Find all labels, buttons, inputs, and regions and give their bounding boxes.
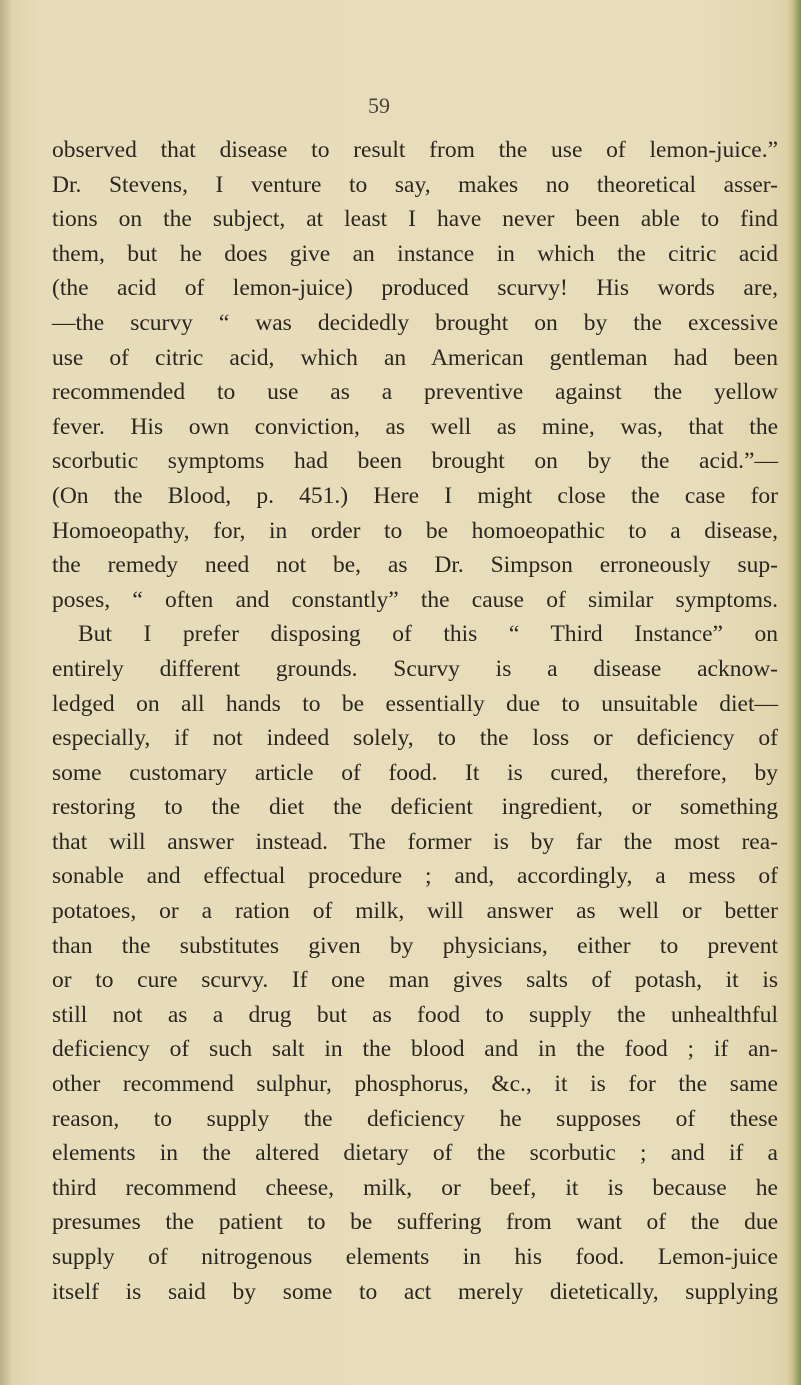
text-line: ledged on all hands to be essentially due to unsuitable diet— <box>52 690 778 717</box>
text-line: entirely different grounds. Scurvy is a disease acknow- <box>52 655 778 682</box>
text-line: supply of nitrogenous elements in his food. Lemon-juice <box>52 1244 778 1270</box>
text-line: than the substitutes given by physicians, either to prevent <box>52 932 778 959</box>
text-line: Homoeopathy, for, in order to be homoeopathic to a disease, <box>52 517 778 544</box>
text-line: the remedy need not be, as Dr. Simpson erroneously sup- <box>52 552 778 579</box>
text-line: itself is said by some to act merely dietetically, supplying <box>52 1278 778 1305</box>
text-line: (On the Blood, p. 451.) Here I might close the case for <box>52 482 778 509</box>
text-line: still not as a drug but as food to supply the unhealthful <box>52 1001 778 1028</box>
text-line: observed that disease to result from the use of lemon-juice.” <box>52 137 778 163</box>
body-text <box>52 133 778 1309</box>
text-line: some customary article of food. It is cured, therefore, by <box>52 759 778 786</box>
text-line: recommended to use as a preventive against the yellow <box>52 379 778 406</box>
text-line: elements in the altered dietary of the scorbutic ; and if a <box>52 1140 778 1167</box>
text-line: tions on the subject, at least I have never been able to find <box>52 206 778 233</box>
page-right-edge <box>787 0 801 1385</box>
text-line: poses, “ often and constantly” the cause of similar symptoms. <box>52 586 778 613</box>
text-line: sonable and effectual procedure ; and, accordingly, a mess of <box>52 863 778 890</box>
text-line: scorbutic symptoms had been brought on by the acid.”— <box>52 448 778 475</box>
text-line: potatoes, or a ration of milk, will answer as well or better <box>52 898 778 925</box>
text-line: —the scurvy “ was decidedly brought on by the excessive <box>52 309 778 336</box>
text-line: that will answer instead. The former is by far the most rea- <box>52 828 778 855</box>
text-line: restoring to the diet the deficient ingredient, or something <box>52 794 778 821</box>
page-left-edge <box>0 0 12 1385</box>
text-line: use of citric acid, which an American gentleman had been <box>52 344 778 371</box>
text-line: especially, if not indeed solely, to the loss or deficiency of <box>52 725 778 752</box>
text-line: reason, to supply the deficiency he supposes of these <box>52 1105 778 1132</box>
text-line: But I prefer disposing of this “ Third Instance” on <box>78 621 778 648</box>
text-line: presumes the patient to be suffering from want of the due <box>52 1209 778 1236</box>
text-line: them, but he does give an instance in which the citric acid <box>52 240 778 267</box>
text-line: Dr. Stevens, I venture to say, makes no theoretical asser- <box>52 171 778 198</box>
text-line: (the acid of lemon-juice) produced scurvy! His words are, <box>52 275 778 302</box>
text-line: or to cure scurvy. If one man gives salts of potash, it is <box>52 967 778 994</box>
page-number: 59 <box>368 93 390 118</box>
text-line: deficiency of such salt in the blood and in the food ; if an- <box>52 1036 778 1063</box>
text-line: third recommend cheese, milk, or beef, it is because he <box>52 1174 778 1201</box>
text-line: fever. His own conviction, as well as mine, was, that the <box>52 413 778 440</box>
text-line: other recommend sulphur, phosphorus, &c., it is for the same <box>52 1071 778 1098</box>
